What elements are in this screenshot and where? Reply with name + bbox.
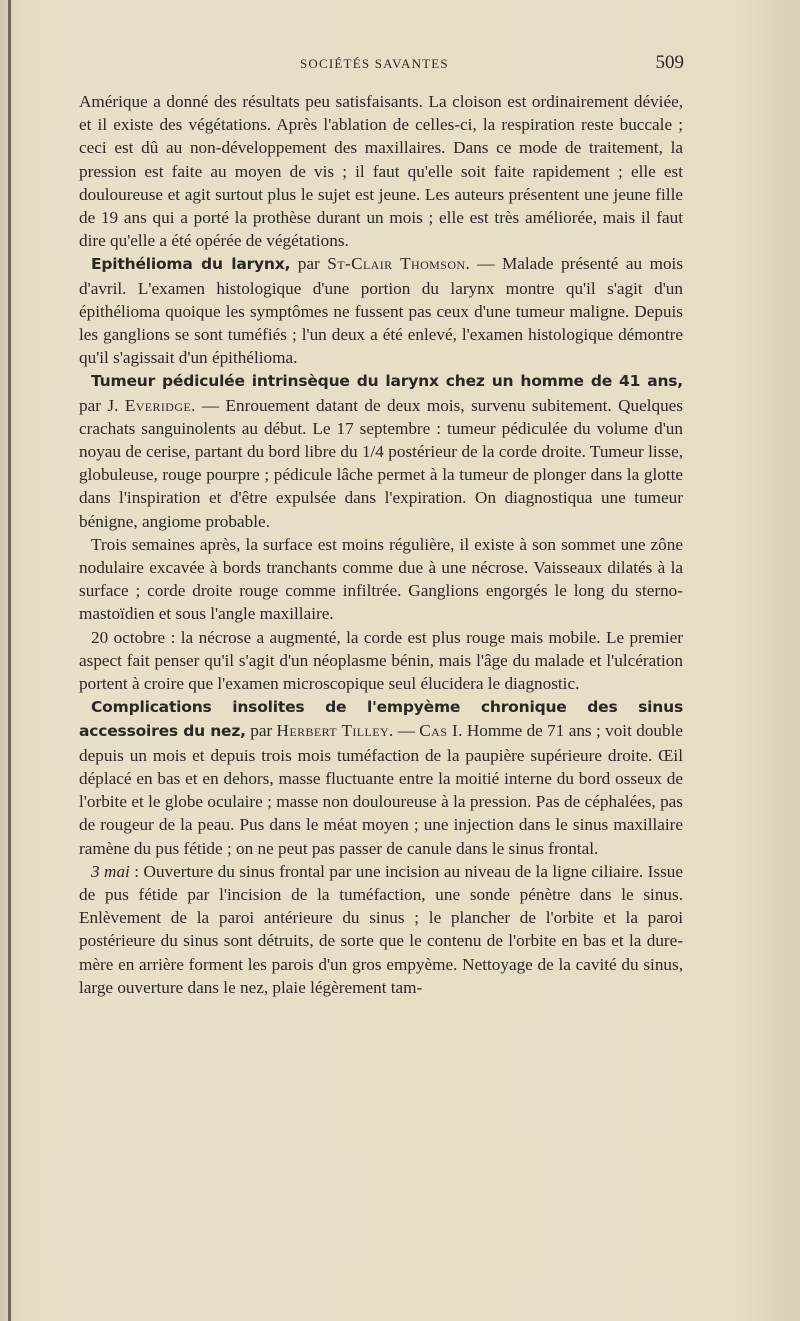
paragraph-text: : Ouverture du sinus frontal par une incision au niveau de la ligne ciliaire. Issue de pus fétide par l'incision de la tuméfaction, une sonde pénètre dans le sinus. Enlèvement de la paroi antérieure du sinus ; le plancher de l'orbite et la paroi postérieure du sinus sont détruits, de sorte que le contenu de l'orbite en bas et la dure-mère en arrière forment les parois d'un gros empyème. Nettoyage de la cavité du sinus, large ouverture dans le nez, plaie légèrement tam- (79, 861, 684, 997)
section-title-tumeur: Tumeur pédiculée intrinsèque du larynx chez un homme de 41 ans, (91, 372, 683, 391)
paragraph-text: . — (389, 721, 420, 741)
paragraph-6 (79, 695, 683, 859)
page-binding-edge (8, 0, 11, 1321)
author-name: St-Clair Thomson (327, 254, 466, 274)
paragraph-1: Amérique a donné des résultats peu satisfaisants. La cloison est ordinairement déviée, et il existe des végétations. Après l'ablation de celles-ci, la respiration reste buccale ; ceci est dû au non-développement des maxillaires. Dans ce mode de traitement, la pression est faite au moyen de vis ; il faut qu'elle soit faite rapidement ; elle est douloureuse et agit surtout plus le sujet est jeune. Les auteurs présentent une jeune fille de 19 ans qui a porté la prothèse durant un mois ; elle est très améliorée, mais il faut dire qu'elle a été opérée de végétations. (79, 92, 683, 251)
body-text (79, 90, 683, 999)
paragraph-3 (79, 369, 683, 532)
paragraph-text: . Homme de 71 ans ; voit double depuis un mois et depuis trois mois tuméfaction de la paupière supérieure droite. Œil déplacé en bas et en dehors, masse fluctuante entre la moitié interne du bord osseux de l'orbite et le globe oculaire ; masse non douloureuse à la pression. Pas de céphalées, pas de rougeur de la peau. Pus dans le méat moyen ; une injection dans le sinus maxillaire ramène du pus fétide ; on ne peut pas passer de canule dans le sinus frontal. (79, 721, 683, 858)
section-title-epithelioma: Epithélioma du larynx, (91, 255, 291, 274)
author-name: Herbert Tilley (276, 721, 390, 741)
section-title-complications: Complications insolites de l'empyème chronique des sinus accessoires du nez, (79, 698, 683, 741)
running-header (80, 52, 684, 76)
paragraph-2 (79, 252, 683, 369)
paragraph-7 (79, 860, 683, 999)
running-title: SOCIÉTÉS SAVANTES (300, 56, 449, 71)
paragraph-text: . — Enrouement datant de deux mois, survenu subitement. Quelques crachats sanguinolents au début. Le 17 septembre : tumeur pédiculée du volume d'un noyau de cerise, partant du bord libre du 1/4 postérieur de la corde droite. Tumeur lisse, globuleuse, rouge pourpre ; pédicule lâche permet à la tumeur de plonger dans la glotte dans l'inspiration et d'être expulsée dans l'expiration. On diagnostiqua une tumeur bénigne, angiome probable. (79, 395, 683, 531)
paragraph-4: Trois semaines après, la surface est moins régulière, il existe à son sommet une zône nodulaire excavée à bords tranchants comme due à une nécrose. Vaisseaux dilatés à la surface ; corde droite rouge comme infiltrée. Ganglions engorgés le long du sterno-mastoïdien et sous l'angle maxillaire. (79, 534, 683, 624)
byline-par: par J. (79, 395, 125, 415)
byline-par: par (245, 721, 277, 741)
date-label: 3 mai (91, 861, 130, 881)
page-number: 509 (655, 52, 684, 73)
case-label: Cas I (419, 721, 459, 741)
author-name: Everidge (124, 395, 192, 415)
paragraph-text: . — Malade présenté au mois d'avril. L'examen histologique d'une portion du larynx montre qu'il s'agit d'un épithélioma quoique les symptômes ne fussent pas ceux d'une tumeur maligne. Depuis les ganglions se sont tuméfiés ; l'un deux a été enlevé, l'examen histologique démontre qu'il s'agissait d'un épithélioma. (79, 254, 684, 368)
paragraph-5: 20 octobre : la nécrose a augmenté, la corde est plus rouge mais mobile. Le premier aspect fait penser qu'il s'agit d'un néoplasme bénin, mais l'âge du malade et l'ulcération portent à croire que l'examen microscopique seul élucidera le diagnostic. (79, 627, 683, 694)
byline-par: par (290, 254, 328, 274)
